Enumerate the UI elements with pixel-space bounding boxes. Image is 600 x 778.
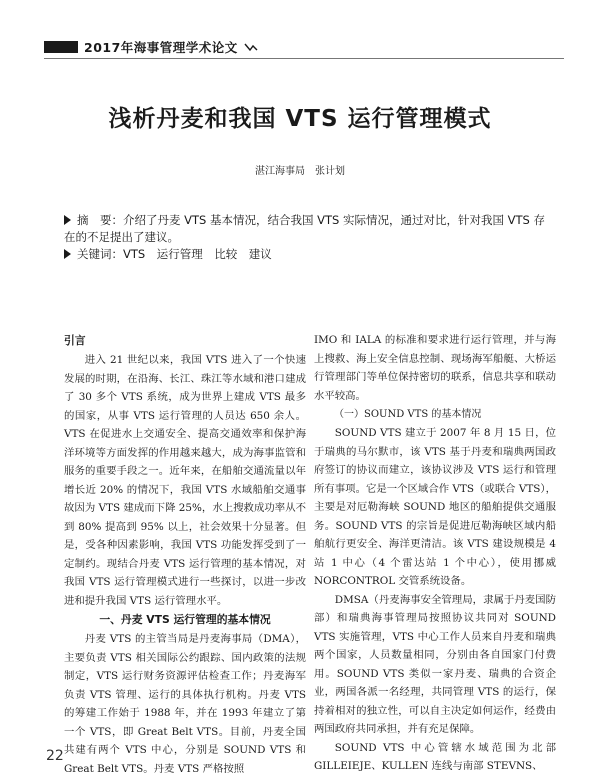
abstract-block (64, 212, 554, 263)
bullet-triangle-icon (64, 215, 71, 225)
article-title: 浅析丹麦和我国 VTS 运行管理模式 (108, 106, 492, 132)
decoration-icon (244, 42, 258, 52)
continued-paragraph: IMO 和 IALA 的标准和要求进行运行管理，并与海上搜救、海上安全信息控制、现场海军船艇、大桥运行管理部门等单位保持密切的联系，信息共享和联动水平较高。 (314, 334, 556, 402)
sound-vts-paragraph-3: SOUND VTS 中心管辖水域范围为北部 GILLEIEJE、KULLEN 连线与南部 STEVNS、 (314, 741, 556, 772)
abstract-label: 摘 要： (77, 213, 123, 227)
journal-header (44, 38, 294, 58)
heading-intro: 引言 (64, 334, 86, 347)
header-bar (44, 41, 78, 53)
author-line: 湛江海事局 张计划 (255, 166, 345, 177)
section-1-paragraph: 丹麦 VTS 的主管当局是丹麦海事局（DMA），主要负责 VTS 相关国际公约跟踪、国内政策的法规制定，VTS 运行财务资源评估检查工作；丹麦海军负责 VTS 管理、运行的具体执行机构。丹麦 VTS 的筹建工作始于 1988 年，并在 1993 年建立了第一个 VTS，即 Great Belt VTS。目前，丹麦全国共建有两个 VTS 中心，分别是 SOUND VTS 和 Great Belt VTS。丹麦 VTS 严格按照 (64, 633, 306, 775)
keywords-row (64, 246, 554, 263)
bullet-triangle-icon (64, 249, 71, 259)
right-column (314, 331, 556, 776)
subheading-sound-vts: （一）SOUND VTS 的基本情况 (334, 409, 482, 420)
intro-paragraph: 进入 21 世纪以来，我国 VTS 进入了一个快速发展的时期，在沿海、长江、珠江等水域和港口建成了 30 多个 VTS 系统，成为世界上建成 VTS 最多的国家，从事 VTS 运行管理的人员达 650 余人。VTS 在促进水上交通安全、提高交通效率和保护海洋环境等方面发挥的作用越来越大，成为海事监管和服务的重要手段之一。近年来，在船舶交通流量以年增长近 20% 的情况下，我国 VTS 水域船舶交通事故因为 VTS 建成而下降 25%，水上搜救成功率从不到 80% 提高到 95% 以上，社会效果十分显著。但是，受各种因素影响，我国 VTS 功能发挥受到了一定制约。现结合丹麦 VTS 运行管理的基本情况，对我国 VTS 运行管理模式进行一些探讨，以进一步改进和提升我国 VTS 运行管理水平。 (64, 354, 306, 607)
header-rule (44, 58, 564, 59)
left-column (64, 331, 306, 778)
page-number: 22 (46, 748, 64, 764)
heading-section-1: 一、丹麦 VTS 运行管理的基本情况 (99, 613, 271, 626)
keywords-text: VTS 运行管理 比较 建议 (123, 247, 272, 261)
sound-vts-paragraph-1: SOUND VTS 建立于 2007 年 8 月 15 日，位于瑞典的马尔默市，该 VTS 基于丹麦和瑞典两国政府签订的协议而建立，该协议涉及 VTS 运行和管理所有事项。它是一个区域合作 VTS（或联合 VTS），主要是对厄勒海峡 SOUND 地区的船舶提供交通服务。SOUND VTS 的宗旨是促进厄勒海峡区域内船舶航行更安全、海洋更清洁。该 VTS 建设规模是 4 站 1 中心（4 个雷达站 1 个中心），使用挪威 NORCONTROL 交管系统设备。 (314, 427, 556, 587)
abstract-text: 介绍了丹麦 VTS 基本情况，结合我国 VTS 实际情况，通过对比，针对我国 VTS 存在的不足提出了建议。 (64, 213, 546, 244)
sound-vts-paragraph-2: DMSA（丹麦海事安全管理局，隶属于丹麦国防部）和瑞典海事管理局按照协议共同对 SOUND VTS 实施管理，VTS 中心工作人员来自丹麦和瑞典两个国家，人员数量相同，分别由各自国家门付费用。SOUND VTS 类似一家丹麦、瑞典的合资企业，两国各派一名经理，共同管理 VTS 的运行，保持着相对的独立性，可以自主决定如何运作，经费由两国政府共同承担，并有充足保障。 (314, 593, 556, 735)
keywords-label: 关键词： (77, 247, 123, 261)
abstract-row (64, 212, 554, 246)
journal-name: 2017年海事管理学术论文 (84, 40, 238, 55)
